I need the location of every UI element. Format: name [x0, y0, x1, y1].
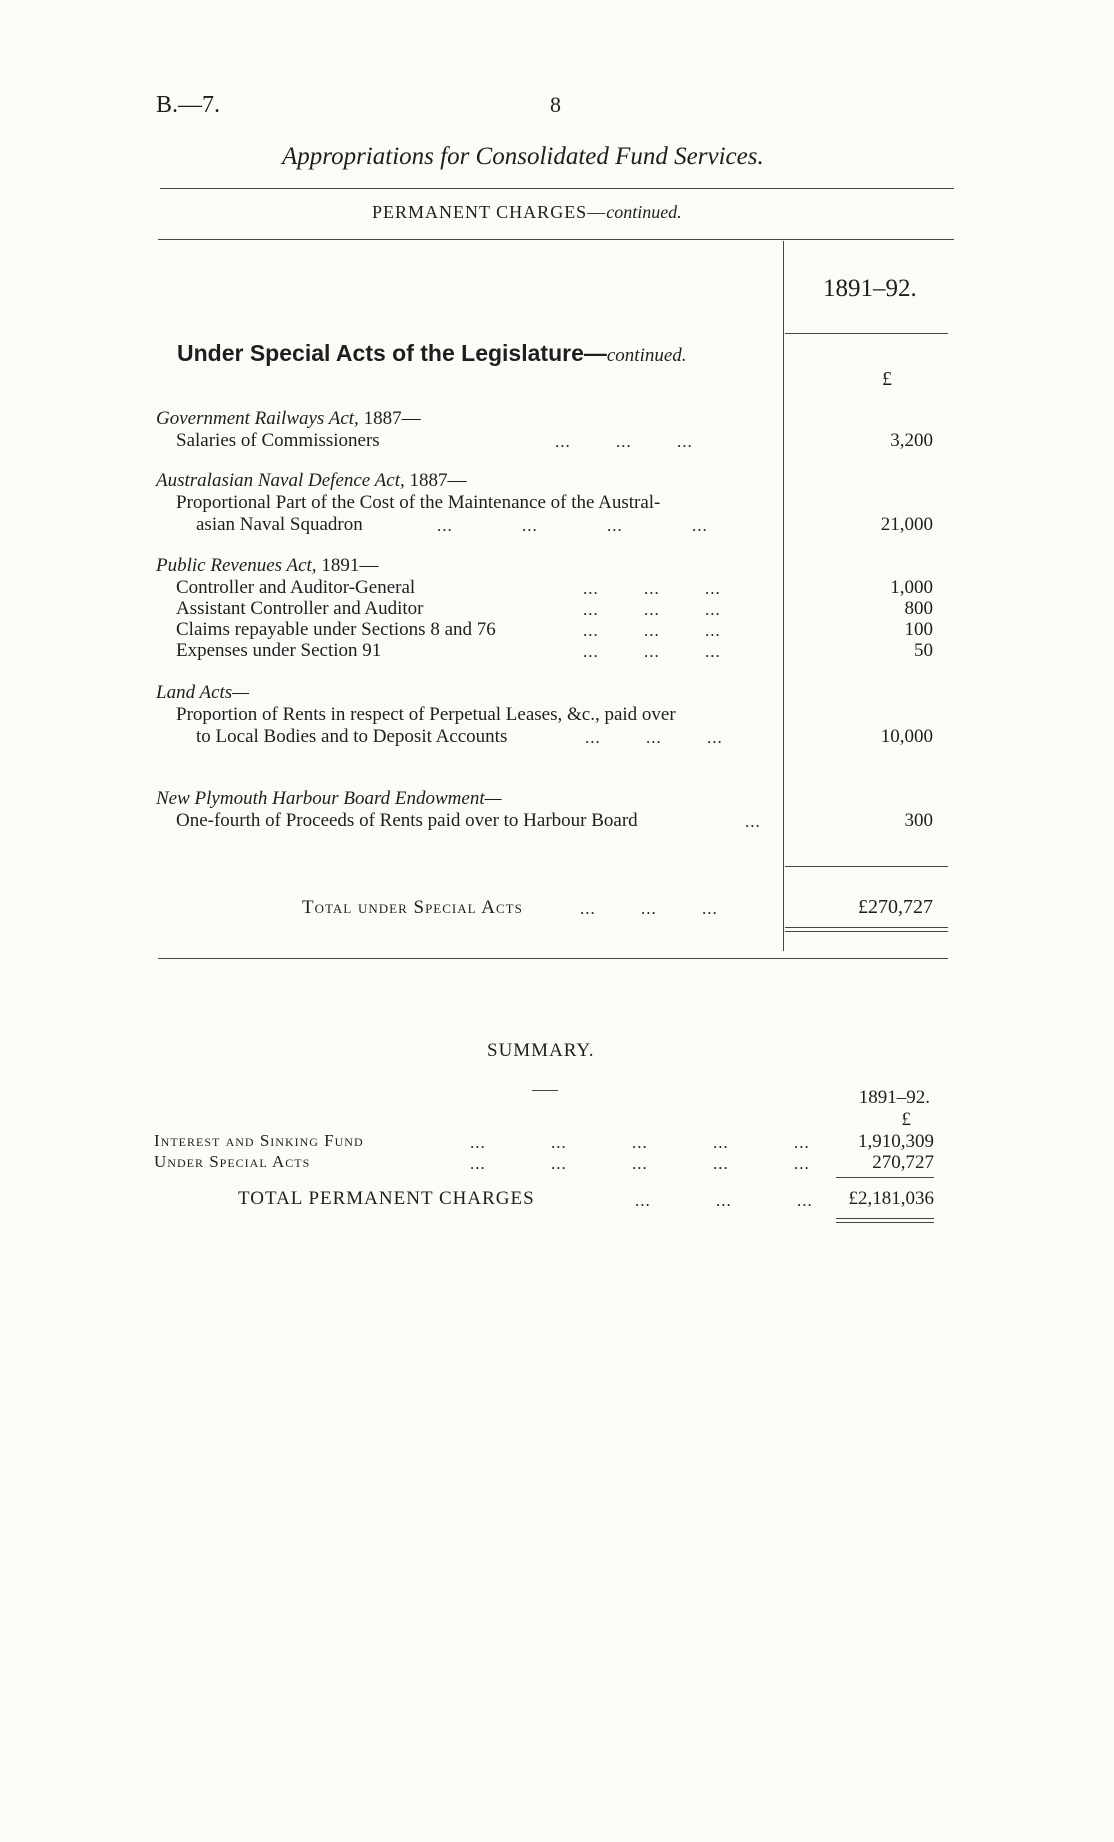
summary-row-value: 1,910,309 — [858, 1131, 934, 1152]
summary-row-label: Under Special Acts — [154, 1152, 311, 1171]
leader-dots: ... ... ... — [583, 642, 721, 661]
page-title: Appropriations for Consolidated Fund Services. — [282, 143, 764, 170]
summary-currency: £ — [901, 1109, 911, 1130]
year-heading-rule — [785, 333, 948, 334]
page-ref: B.—7. — [156, 92, 221, 118]
line-item-label: Proportional Part of the Cost of the Maintenance of the Austral- — [176, 492, 661, 513]
leader-dots: ... ... ... — [585, 728, 723, 747]
page-number: 8 — [550, 92, 561, 117]
summary-heading: SUMMARY. — [487, 1040, 595, 1061]
line-item-value: 800 — [904, 598, 933, 619]
line-item-label: Claims repayable under Sections 8 and 76 — [176, 619, 496, 640]
summary-total-label: TOTAL PERMANENT CHARGES — [238, 1188, 535, 1209]
column-separator — [783, 241, 784, 951]
total-double-rule-2 — [785, 931, 948, 932]
summary-row-value: 270,727 — [872, 1152, 934, 1173]
leader-dots: ... ... ... ... ... — [470, 1154, 810, 1173]
line-item-label: Proportion of Rents in respect of Perpetual Leases, &c., paid over — [176, 704, 676, 725]
section-subtitle — [372, 202, 682, 223]
act-heading-harbour — [156, 788, 502, 810]
act-year: 1887— — [363, 408, 421, 429]
summary-total-value: £2,181,036 — [848, 1188, 934, 1209]
summary-row-label: Interest and Sinking Fund — [154, 1131, 364, 1150]
leader-dots: ... ... ... — [555, 432, 693, 451]
line-item-value: 100 — [904, 619, 933, 640]
line-item-label: Assistant Controller and Auditor — [176, 598, 424, 619]
leader-dots: ... ... ... — [583, 621, 721, 640]
leader-dots: ... ... ... ... — [437, 516, 708, 535]
act-name: Australasian Naval Defence Act, — [156, 470, 405, 491]
leader-dots: ... — [745, 812, 761, 831]
summary-total-rule — [836, 1177, 934, 1178]
line-item-label: Salaries of Commissioners — [176, 430, 380, 451]
act-name: Public Revenues Act, — [156, 555, 317, 576]
total-value: £270,727 — [858, 896, 933, 918]
act-name: Government Railways Act, — [156, 408, 359, 429]
leader-dots: ... ... ... ... ... — [470, 1133, 810, 1152]
divider-table-bottom — [158, 958, 948, 959]
line-item-value: 50 — [914, 640, 933, 661]
divider-top — [160, 188, 954, 189]
line-item-value: 21,000 — [880, 514, 933, 535]
summary-year-heading: 1891–92. — [858, 1087, 930, 1108]
leader-dots: ... ... ... — [583, 579, 721, 598]
line-item-value: 1,000 — [890, 577, 933, 598]
line-item-label-cont: asian Naval Squadron — [196, 514, 363, 535]
section-heading — [177, 340, 687, 367]
section-heading-continued: continued. — [606, 345, 687, 366]
divider-table-top — [158, 239, 954, 240]
line-item-label: Expenses under Section 91 — [176, 640, 382, 661]
line-item-value: 10,000 — [880, 726, 933, 747]
leader-dots: ... ... ... — [580, 899, 718, 918]
subtitle-main: PERMANENT CHARGES— — [372, 202, 607, 222]
act-year: 1891— — [321, 555, 379, 576]
section-heading-text: Under Special Acts of the Legislature— — [177, 340, 607, 366]
line-item-value: 3,200 — [890, 430, 933, 451]
leader-dots: ... ... ... — [635, 1191, 813, 1210]
summary-double-rule-2 — [836, 1222, 934, 1223]
line-item-label-cont: to Local Bodies and to Deposit Accounts — [196, 726, 508, 747]
summary-heading-rule — [532, 1090, 558, 1091]
subtitle-continued: continued. — [606, 202, 682, 222]
act-heading-revenues — [156, 555, 378, 577]
currency-symbol: £ — [882, 368, 892, 390]
act-heading-land — [156, 682, 249, 704]
act-heading-railways — [156, 408, 421, 430]
total-rule — [785, 866, 948, 867]
leader-dots: ... ... ... — [583, 600, 721, 619]
total-double-rule-1 — [785, 927, 948, 928]
act-year: 1887— — [409, 470, 467, 491]
line-item-value: 300 — [904, 810, 933, 831]
year-heading: 1891–92. — [823, 275, 917, 302]
summary-double-rule-1 — [836, 1218, 934, 1219]
act-name: New Plymouth Harbour Board Endowment— — [156, 788, 502, 809]
line-item-label: One-fourth of Proceeds of Rents paid over to Harbour Board — [176, 810, 638, 831]
act-heading-naval — [156, 470, 466, 492]
line-item-label: Controller and Auditor-General — [176, 577, 416, 598]
act-name: Land Acts— — [156, 682, 250, 703]
total-label: Total under Special Acts — [302, 897, 523, 918]
